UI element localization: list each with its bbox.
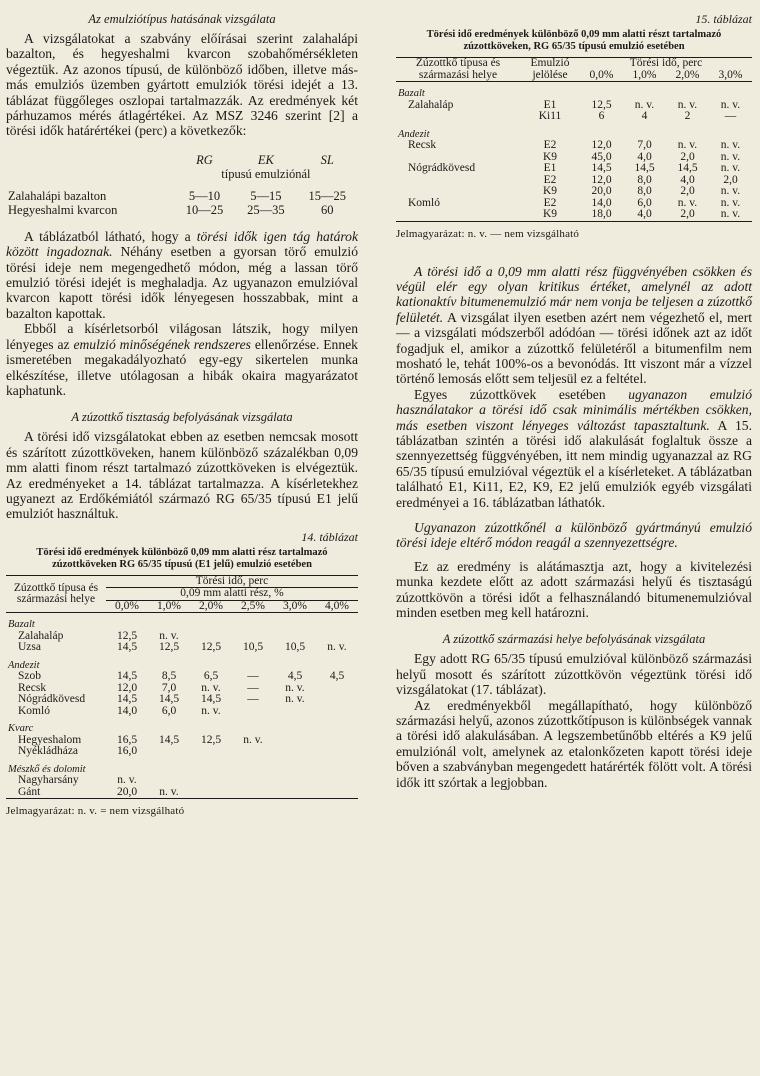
table-cell-value: 12,0 [591,173,612,186]
table-cell-value: 10,5 [284,641,306,654]
table-cell-value: 14,5 [158,733,180,746]
limits-header: RG [196,152,213,167]
paragraph: A törési idő vizsgálatokat ebben az esetben nemcsak mosott és szárított zúzottköveken, hanem különböző százalékban 0,09 mm alatti finom részt tartalmazó zúzottköveken is elvégeztük. Az eredményeket a 14. táblázat tartalmazza. A kísérletekhez ugyanezt az Erdőkémiától származó RG 65/35 típusú E1 jelű emulziót használtuk. [6,429,358,522]
table-header-origin: Zúzottkő típusa és származási helye [6,575,106,613]
table-cell-place: Szob [18,670,41,683]
table-cell-emulsion: E1 [543,162,557,174]
limits-label: Zalahalápi bazalton [8,188,107,203]
table-cell-emulsion: E2 [543,173,557,186]
table-cell-place [396,209,520,221]
table-group-label: Mészkő és dolomit [8,763,86,775]
table-cell-value: 12,5 [200,733,222,746]
table-cell-value: 4,5 [329,670,345,683]
table-cell-value: 14,5 [200,693,222,706]
table-cell-value: — [247,681,259,694]
paragraph: A táblázatból látható, hogy a törési idők igen tág határok között ingadoznak. Néhány esetben a gyorsan törő emulzió törési ideje nem megengedhető módon, még a lassan törő emulzió törési idejét is meghaladja. Az ugyanazon emulzióval kvarcon kapott törési idők lényegesen hosszabbak, mint a bazalton kapottak. [6,228,358,321]
table-group-row [6,613,358,631]
table-cell-value [316,683,358,695]
table-cell-value: 2,0 [666,209,709,221]
table-cell-emulsion: E1 [543,98,557,111]
table-cell-place: Nyékládháza [18,745,79,758]
limits-row [6,203,358,217]
table-cell-value [232,775,274,787]
section-heading-origin: A zúzottkő származási helye befolyásának vizsgálata [442,632,706,647]
table-cell-emulsion: K9 [542,185,558,197]
table-cell-place [396,111,520,123]
table-cell-value: 2,0 [723,173,738,186]
table-cell-value: 10,5 [242,641,264,654]
table-cell-value: 14,5 [591,162,612,174]
table-cell-value [316,735,358,747]
table-cell-value: 6,0 [637,196,652,209]
table-col-header: 1,0% [148,600,190,613]
table-cell-value: 7,0 [161,681,177,694]
table-row [396,186,752,198]
table-cell-value [232,787,274,799]
limits-value: 60 [321,202,334,217]
table-14 [6,575,358,800]
table-row [396,209,752,221]
table-cell-value: n. v. [677,196,698,209]
table-row [6,642,358,654]
table-cell-value [274,746,316,758]
table-cell-place: Nógrádkövesd [408,162,476,174]
table-group-label: Bazalt [8,619,35,631]
table-header-time: Törési idő, perc [106,575,358,588]
limits-header: EK [257,152,274,167]
table-group-label: Andezit [8,659,40,671]
paragraph: A törési idő a 0,09 mm alatti rész függvényében csökken és végül elér egy olyan kritikus értéket, amelynél az adott kationaktív bitumenemulzió már nem vonja be teljesen a zúzottkő felületét. A vizsgálat ilyen esetben azért nem végezhető el, mert — a vizsgálati módszerből adódóan — törési időnek azt az időt fogadjuk el, amikor a zúzottkő felületéről a bitumenfilm nem mosható le, tehát 100%-os a bevonódás. Itt viszont már a vízzel történő lemosás előtt sem teljesül ez a feltétel. [396,263,752,387]
table-cell-value [148,746,190,758]
table-cell-place: Zalahaláp [408,98,454,111]
limits-value: 25—35 [247,202,285,217]
table-cell-value: n. v. [285,693,305,706]
table-cell-emulsion: E2 [543,139,557,151]
table-cell-value: n. v. [148,787,190,799]
table-cell-value: 14,5 [116,670,138,683]
table-group-row [6,654,358,672]
table-row [6,694,358,706]
table-header-time: Törési idő, perc [580,58,752,70]
paragraph: Ugyanazon zúzottkőnél a különböző gyártmányú emulzió törési ideje eltérő módon reagál a szennyezettségre. [396,520,752,551]
table-header-origin: Zúzottkő típusa és származási helye [396,58,520,82]
table-cell-value: n. v. [201,704,221,717]
paragraph: Egyes zúzottkövek esetében ugyanazon emulzió használatakor a törési idő csak minimális mértékben csökken, más esetben viszont lényeges változást tapasztaltunk. A 15. táblázatban szintén a törési idő alakulását foglaltuk össze a szennyezettség függvényében, itt nem mindig ugyanazzal az RG 65/35 típusú emulzióval végeztük el a kísérleteket. A táblázatban található E1, Ki11, E2, K9, E2 jelű emulziók egyéb vizsgálati eredményei a 16. táblázatban láthatók. [396,386,752,510]
table-cell-value [274,706,316,718]
table-cell-value: 7,0 [637,139,652,151]
table-cell-value [316,775,358,787]
table-cell-value: 6,0 [161,704,177,717]
table-cell-value: 12,5 [158,641,180,654]
table-row [396,198,752,210]
table-cell-value [274,775,316,787]
table-cell-value: 14,5 [677,162,698,174]
table-cell-value: n. v. [720,98,741,111]
table-number: 15. táblázat [695,12,752,26]
table-row [396,140,752,152]
table-cell-value: — [724,110,737,122]
table-cell-value: n. v. [327,641,347,654]
table-cell-value [316,787,358,799]
table-cell-place: Zalahaláp [18,629,64,642]
table-cell-value [190,775,232,787]
table-cell-value [190,787,232,799]
table-group-row [6,717,358,735]
table-cell-value: — [247,670,259,683]
table-row [6,631,358,643]
table-row [6,746,358,758]
table-cell-value: n. v. [720,150,741,163]
table-cell-emulsion: K9 [520,209,580,221]
table-cell-value: n. v. [117,774,137,787]
table-cell-value: 8,0 [637,173,652,186]
limits-value: 15—25 [308,188,347,203]
paragraph: A vizsgálatokat a szabvány előírásai szerint zalahalápi bazalton, és hegyeshalmi kvarcon szobahőmérsékleten végeztük. Az azonos típusú, de különböző időben, illetve más-más emulziós üzemben gyártott emulziók törési idejét a 13. táblázat függőleges oszlopai tartalmazzák. Az eredmények két párhuzamos mérés átlagértékei. Az MSZ 3246 szerint [2] a törési idők határértékei (perc) a következők: [6,31,358,139]
table-cell-value: 45,0 [591,150,612,163]
table-cell-place: Komló [18,704,50,717]
table-cell-value: 2,0 [680,185,695,197]
table-col-header: 4,0% [316,600,358,613]
table-caption: Törési idő eredmények különböző 0,09 mm alatti rész tartalmazó zúzottköveken RG 65/35 típusú (E1 jelű) emulzió esetében [36,546,328,570]
table-cell-value: 14,0 [591,196,612,209]
section-heading-emulsion-type: Az emulziótípus hatásának vizsgálata [88,12,276,26]
table-row [396,175,752,187]
paragraph: Ez az eredmény is alátámasztja azt, hogy a kivitelezési munka kezdete előtt az adott származási helyű és tisztaságú zúzottkövön a törési időt a felhasználandó bitumenemulzióval minden esetben meg kell határozni. [396,558,752,621]
right-column [396,0,752,790]
table-cell-value: 12,5 [116,629,138,642]
limits-table [6,153,358,217]
table-cell-value [274,735,316,747]
table-group-label: Andezit [398,128,430,140]
table-cell-place: Hegyeshalom [18,733,82,746]
table-cell-emulsion: E2 [543,196,557,209]
table-legend: Jelmagyarázat: n. v. — nem vizsgálható [396,227,580,240]
table-cell-value [232,746,274,758]
table-cell-value [190,746,232,758]
table-cell-value: 16,0 [116,745,138,758]
table-cell-value: n. v. [243,733,263,746]
table-cell-emulsion: Ki11 [538,110,562,122]
limits-value: 5—15 [250,188,282,203]
left-column [6,0,358,817]
table-cell-value: n. v. [720,185,741,197]
limits-value: 5—10 [188,188,221,203]
limits-label: Hegyeshalmi kvarcon [8,202,118,217]
table-cell-place: Nógrádkövesd [18,693,86,706]
table-group-row [6,758,358,776]
table-col-header: 0,0% [106,600,148,613]
limits-row [6,189,358,203]
table-col-header: 0,0% [580,70,623,82]
table-col-header: 3,0% [274,600,316,613]
table-cell-value [316,694,358,706]
section-heading-purity: A zúzottkő tisztaság befolyásának vizsgálata [71,410,293,425]
table-cell-place [396,186,520,198]
table-cell-value: 6 [598,110,605,122]
paragraph: Az eredményekből megállapítható, hogy különböző származási helyű, azonos zúzottkőtípuson is különbségek vannak a törési idő alakulásában. A legszembetűnőbb eltérés a K9 jelű emulziónál volt, amelynek az etalonkőzeten kapott törési ideje bőven a szabványban megengedett határérték fölött volt. A törési idők itt szórtak a legjobban. [396,697,752,790]
table-cell-value: 12,0 [116,681,138,694]
table-row [396,100,752,112]
limits-header: SL [320,152,334,167]
limits-value: 10—25 [185,202,224,217]
table-cell-value: 20,0 [106,787,148,799]
table-cell-value: n. v. [159,629,179,642]
table-cell-value: 14,5 [634,162,655,174]
table-cell-place: Komló [408,196,440,209]
table-15 [396,57,752,222]
table-group-row [396,123,752,141]
table-cell-value: 16,5 [116,733,138,746]
table-cell-value: 14,5 [158,693,180,706]
table-cell-place [396,175,520,187]
table-col-header: 1,0% [623,70,666,82]
limits-subheader: típusú emulziónál [221,166,311,181]
table-cell-value [316,706,358,718]
table-cell-place: Nagyharsány [18,774,79,787]
table-cell-value: 4,0 [680,173,695,186]
table-cell-value [316,746,358,758]
table-legend: Jelmagyarázat: n. v. = nem vizsgálható [6,805,185,818]
table-cell-value: 8,0 [637,185,652,197]
table-cell-value: n. v. [677,139,698,151]
table-cell-value [232,706,274,718]
table-cell-value: 4,5 [287,670,303,683]
table-cell-value: n. v. [285,681,305,694]
table-cell-value: 14,0 [116,704,138,717]
table-cell-value: 4,0 [623,209,666,221]
table-col-header: 2,0% [190,600,232,613]
table-cell-value: n. v. [720,196,741,209]
table-caption: Törési idő eredmények különböző 0,09 mm alatti részt tartalmazó zúzottköveken, RG 65/35 típusú emulzió esetében [426,29,722,52]
table-header-emulsion: Emulzió jelölése [520,58,580,82]
table-cell-value: 14,5 [116,641,138,654]
table-cell-value: n. v. [709,209,752,221]
table-cell-value: n. v. [720,139,741,151]
table-number: 14. táblázat [301,529,358,544]
table-cell-value: 4,0 [637,150,652,163]
table-cell-place: Recsk [408,139,437,151]
table-cell-value: n. v. [634,98,655,111]
table-cell-place: Recsk [18,681,47,694]
table-group-label: Kvarc [8,723,34,735]
table-cell-emulsion: K9 [542,150,558,163]
table-cell-value [274,787,316,799]
table-col-header: 2,0% [666,70,709,82]
table-cell-place: Gánt [6,787,106,799]
table-row [6,775,358,787]
table-row [396,163,752,175]
table-cell-value: n. v. [201,681,221,694]
paragraph: Egy adott RG 65/35 típusú emulzióval különböző származási helyű mosott és szárított zúzottkövön végeztünk törési idő vizsgálatokat (17. táblázat). [396,651,752,698]
table-row [6,706,358,718]
table-cell-value: 12,5 [200,641,222,654]
table-cell-value: 8,5 [161,670,177,683]
table-cell-place: Uzsa [18,641,41,654]
table-col-header: 2,5% [232,600,274,613]
table-col-header: 3,0% [709,70,752,82]
table-row [6,671,358,683]
table-header-sub: 0,09 mm alatti rész, % [106,588,358,601]
table-cell-value: 2 [684,110,691,122]
table-cell-value: — [247,693,259,706]
table-cell-value: n. v. [677,98,698,111]
table-cell-value: 6,5 [203,670,219,683]
table-cell-value: 12,0 [591,139,612,151]
table-cell-value: n. v. [720,162,741,174]
table-row [6,787,358,799]
table-row [396,111,752,123]
paragraph: Ebből a kísérletsorból világosan látszik, hogy milyen lényeges az emulzió minőségének rendszeres ellenőrzése. Ennek ismeretében megakadályozható egy-egy sikertelen munka elkészítése, illetve utólagosan a hibák okaira magyarázatot kaphatunk. [6,321,358,398]
table-cell-value: 4 [641,110,648,122]
table-group-row [396,82,752,100]
table-group-label: Bazalt [398,88,425,99]
table-cell-value: 2,0 [680,150,695,163]
table-cell-value: 14,5 [116,693,138,706]
table-cell-value: 12,5 [591,98,612,111]
table-cell-value: 18,0 [580,209,623,221]
table-cell-value: 20,0 [591,185,612,197]
